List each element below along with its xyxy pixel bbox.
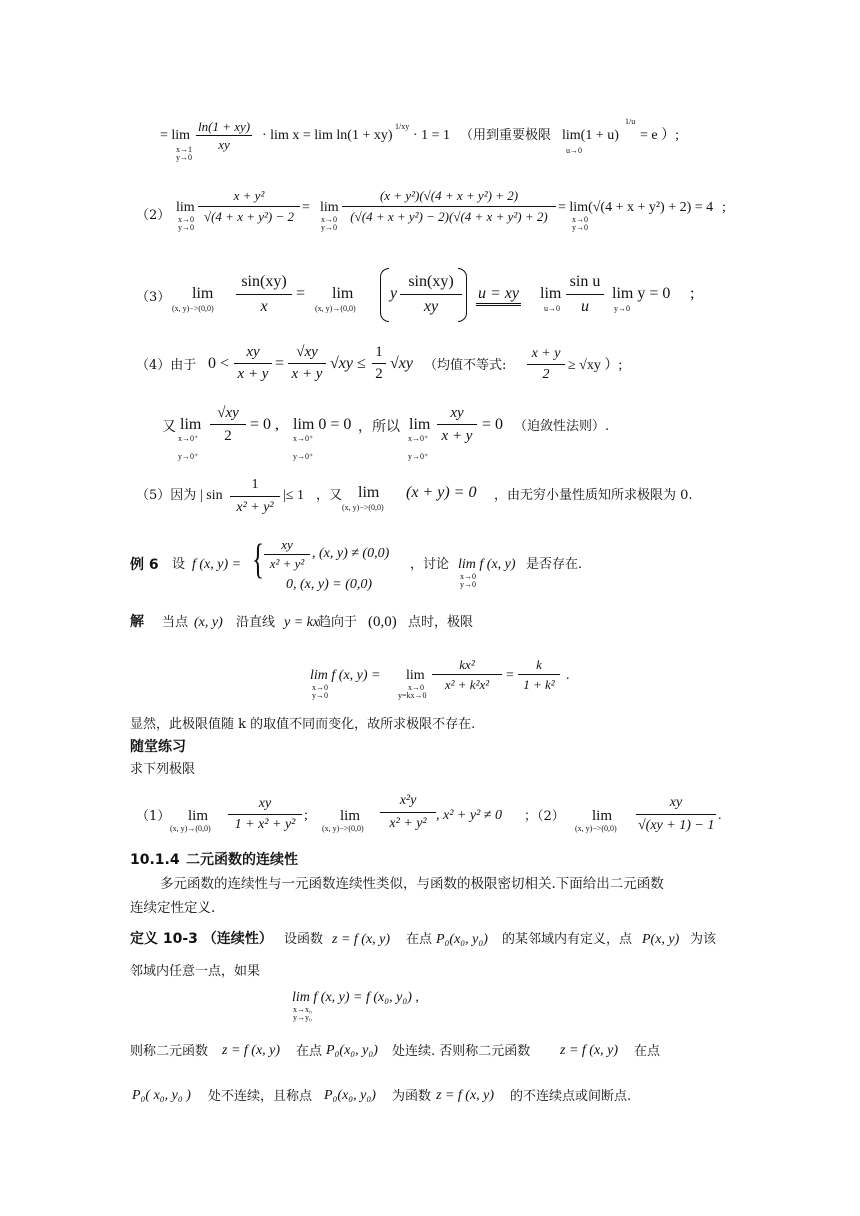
lim: lim — [358, 484, 380, 501]
sub-y0plus: y→0⁺ — [408, 452, 429, 461]
therefore: ，所以 — [358, 419, 400, 435]
condition: , x² + y² ≠ 0 — [436, 808, 502, 823]
fdef: f (x, y) = — [192, 557, 242, 572]
exists: 是否存在. — [526, 557, 583, 572]
frac-num: √xy — [288, 342, 326, 364]
frac-num: xy — [234, 342, 272, 364]
sub-y0: y→0 — [176, 153, 192, 162]
frac-num: k — [518, 655, 560, 675]
fraction — [432, 655, 502, 694]
frac-den: u — [581, 298, 589, 315]
line1-lim-start: = lim — [160, 128, 191, 143]
frac-den: 2 — [375, 366, 383, 382]
ineq-start: 0 < — [208, 355, 230, 372]
conclusion: 显然，此极限值随 k 的取值不同而变化，故所求极限不存在. — [130, 717, 476, 732]
fraction — [198, 186, 300, 227]
frac-den: 1 + x² + y² — [234, 817, 296, 832]
section-number: 10.1.4 — [130, 852, 180, 868]
sub-x0: x→0 — [312, 683, 328, 692]
example-title: 例 6 — [130, 557, 159, 573]
frac-den: xy — [423, 298, 439, 315]
sub-x0: x→0 — [178, 215, 194, 224]
lim: lim — [192, 285, 214, 302]
case2: 0, (x, y) = (0,0) — [286, 577, 373, 592]
frac-num: sin(xy) — [400, 270, 462, 295]
lim: lim — [180, 416, 202, 433]
def-line2: 邻域内任意一点，如果 — [130, 964, 261, 979]
lim-sub: y→0 — [614, 304, 630, 313]
z-func: z = f (x, y) — [222, 1043, 281, 1058]
frac-den: x² + y² — [236, 500, 274, 515]
line1-tail: · 1 = 1 — [413, 128, 451, 143]
sub-x-x0: x→x₀ — [293, 1005, 312, 1014]
disc-text: 处不连续，且称点 — [208, 1089, 313, 1104]
lim-sub: y=kx→0 — [398, 691, 427, 700]
frac-den: 1 + k² — [523, 677, 555, 692]
point-p0: P₀(x₀, y₀) — [324, 1088, 376, 1103]
frac-num: sin(xy) — [236, 270, 292, 295]
fraction — [566, 270, 604, 319]
frac-den: x² + k²x² — [444, 677, 490, 692]
frac-num: xy — [437, 402, 477, 425]
sqrt-xy: √xy — [390, 355, 413, 372]
lim-sub: (x, y)−>(0,0) — [172, 304, 214, 313]
period: . — [566, 668, 570, 683]
result: = lim(√(4 + x + y²) + 2) = 4 — [558, 200, 714, 215]
sub-x0: x→0 — [572, 215, 588, 224]
again: 又 — [162, 419, 176, 435]
semicolon: ; — [690, 285, 695, 302]
fraction — [210, 402, 246, 447]
def-limit: lim f (x, y) = f (x₀, y₀) , — [292, 990, 419, 1005]
note: （迫敛性法则）. — [514, 419, 610, 434]
item-label-3: （3） — [136, 290, 171, 305]
disc-text: 的不连续点或间断点. — [510, 1089, 632, 1104]
fraction — [342, 186, 556, 227]
fraction — [527, 344, 565, 385]
equals: = — [275, 355, 285, 372]
practice-title: 随堂练习 — [130, 739, 186, 755]
z-func: z = f (x, y) — [560, 1043, 619, 1058]
fraction — [518, 655, 560, 694]
ineq-mid: √xy ≤ — [330, 355, 366, 372]
eq-zero: = 0 — [482, 416, 504, 433]
frac-num: (x + y²)(√(4 + x + y²) + 2) — [342, 186, 556, 207]
discuss: ，讨论 — [410, 557, 450, 572]
frac-den: 2 — [224, 428, 232, 444]
sub-y0: y→0 — [321, 223, 337, 232]
sub-x0plus: x→0⁺ — [178, 434, 199, 443]
fraction — [288, 342, 326, 385]
practice-label-1: （1） — [136, 809, 171, 824]
item-label-4: （4）由于 — [136, 358, 197, 373]
y-var: y — [390, 285, 398, 302]
practice-subtitle: 求下列极限 — [130, 762, 196, 777]
cont-text: 处连续. 否则称二元函数 — [392, 1044, 531, 1059]
sub-y0: y→0 — [460, 580, 476, 589]
frac-den: x² + y² — [269, 556, 305, 571]
sub-x0plus: x→0⁺ — [293, 434, 314, 443]
frac-den: x + y — [291, 366, 323, 382]
solution-title: 解 — [130, 614, 144, 630]
period: . — [718, 808, 722, 823]
line1-note-lim: lim(1 + u) — [562, 128, 619, 143]
fraction — [400, 270, 462, 319]
z-func: z = f (x, y) — [332, 932, 391, 947]
frac-num: xy — [264, 536, 310, 555]
sub-y0plus: y→0⁺ — [178, 452, 199, 461]
item-label-5: （5）因为 — [136, 488, 197, 503]
fraction — [230, 474, 280, 519]
lim-f: lim f (x, y) — [458, 557, 516, 572]
lim-f: lim f (x, y) = — [310, 668, 381, 683]
frac-den: x² + y² — [389, 816, 427, 831]
lim-sub: (x, y)−>(0,0) — [322, 824, 364, 833]
equals: = — [506, 668, 514, 683]
lim-y: lim y = 0 — [612, 285, 671, 302]
lim-zero: lim 0 = 0 — [293, 416, 352, 433]
fraction — [234, 342, 272, 385]
frac-den: x + y — [237, 366, 269, 382]
sub-x0: x→0 — [460, 572, 476, 581]
abs-sin: | sin — [200, 488, 223, 503]
point-p0: P₀( x₀, y₀ ) — [132, 1088, 191, 1103]
lim: lim — [540, 285, 562, 302]
sum-expr: (x + y) = 0 — [406, 484, 477, 501]
frac-num: x + y — [527, 344, 565, 365]
item-label-2: （2） — [136, 208, 171, 223]
frac-den: 2 — [542, 367, 550, 382]
solution-text: 沿直线 — [236, 615, 276, 630]
frac-den: √(4 + x + y²) − 2 — [203, 209, 295, 224]
paragraph: 多元函数的连续性与一元函数连续性类似，与函数的极限密切相关.下面给出二元函数 — [160, 876, 664, 892]
frac-num: ln(1 + xy) — [198, 119, 251, 134]
paragraph: 连续定性定义. — [130, 900, 216, 916]
frac-num: 1 — [372, 342, 386, 364]
lim-sub: (x, y)−>(0,0) — [342, 503, 384, 512]
point-p0: P₀(x₀, y₀) — [436, 932, 488, 947]
solution-text: 当点 — [162, 615, 189, 630]
sub-x0: x→0 — [408, 683, 424, 692]
frac-num: x²y — [380, 790, 436, 813]
sub-y0plus: y→0⁺ — [293, 452, 314, 461]
section-title: 二元函数的连续性 — [186, 852, 298, 868]
cont-text: 在点 — [634, 1044, 661, 1059]
also: ，又 — [316, 488, 343, 503]
fraction — [437, 402, 477, 447]
brace-icon: { — [252, 537, 265, 583]
fraction — [372, 342, 386, 385]
frac-num: xy — [228, 794, 302, 815]
le-one: |≤ 1 — [283, 488, 304, 503]
sub-y0: y→0 — [572, 223, 588, 232]
lim: lim — [320, 200, 339, 215]
frac-den: (√(4 + x + y²) − 2)(√(4 + x + y²) + 2) — [350, 209, 548, 224]
semicolon: ; — [722, 200, 726, 215]
note: （均值不等式: — [424, 358, 507, 373]
point-p: P(x, y) — [642, 932, 680, 947]
frac-num: kx² — [432, 655, 502, 675]
fraction — [228, 794, 302, 835]
case1-cond: , (x, y) ≠ (0,0) — [312, 546, 390, 561]
def-text: 为该 — [690, 932, 717, 947]
tail: ，由无穷小量性质知所求极限为 0. — [494, 488, 693, 503]
z-func: z = f (x, y) — [436, 1088, 495, 1103]
lim: lim — [332, 285, 354, 302]
frac-num: 1 — [230, 474, 280, 497]
sub-y0: y→0 — [178, 223, 194, 232]
lim: lim — [592, 808, 613, 824]
fraction — [196, 118, 252, 153]
sub-x0: x→0 — [321, 215, 337, 224]
frac-den: x — [260, 298, 268, 315]
sub-x1: x→1 — [176, 145, 192, 154]
lim: lim — [188, 808, 209, 824]
definition-title: 定义 10-3 （连续性） — [130, 931, 273, 947]
substitution: u = xy — [476, 285, 521, 306]
lim: lim — [409, 416, 431, 433]
semicolon: ; — [304, 808, 308, 823]
paren-left — [380, 268, 389, 322]
lim: lim — [340, 808, 361, 824]
lim-sub: (x, y)→(0,0) — [170, 824, 211, 833]
eq-zero: = 0 , — [250, 416, 280, 433]
equals: = — [302, 200, 310, 215]
lim-sub: (x, y)→(0,0) — [315, 304, 356, 313]
frac-den: xy — [218, 137, 230, 152]
fraction — [264, 536, 310, 573]
practice-label-2: ；（2） — [524, 809, 565, 824]
cont-text: 在点 — [296, 1044, 323, 1059]
cont-text: 则称二元函数 — [130, 1044, 209, 1059]
lim-sub: u→0 — [544, 304, 560, 313]
line1-note: （用到重要极限 — [460, 128, 552, 143]
example-text: 设 — [172, 557, 186, 572]
disc-text: 为函数 — [392, 1089, 432, 1104]
frac-den: √(xy + 1) − 1 — [638, 818, 715, 833]
paren-right — [458, 268, 467, 322]
fraction — [236, 270, 292, 319]
sub-y0: y→0 — [312, 691, 328, 700]
lim-sub: (x, y)−>(0,0) — [575, 824, 617, 833]
frac-num: xy — [636, 792, 716, 815]
line1-note-exp: 1/u — [625, 117, 636, 126]
line-eq: y = kx — [284, 615, 320, 630]
line1-note-end: = e ）; — [640, 128, 679, 143]
origin: (0,0) — [368, 614, 397, 630]
frac-num: sin u — [566, 270, 604, 295]
solution-text: 趋向于 — [318, 615, 358, 630]
lim: lim — [406, 668, 425, 683]
lim: lim — [176, 200, 195, 215]
sub-x0plus: x→0⁺ — [408, 434, 429, 443]
sub-y-y0: y→y₀ — [293, 1013, 312, 1022]
equals: = — [296, 285, 306, 302]
frac-num: √xy — [210, 402, 246, 425]
line1-mid: · lim x = lim ln(1 + xy) — [262, 128, 393, 143]
fraction — [636, 792, 716, 837]
fraction — [380, 790, 436, 835]
point-p0: P₀(x₀, y₀) — [326, 1043, 378, 1058]
def-text: 在点 — [406, 932, 433, 947]
def-text: 设函数 — [284, 932, 324, 947]
frac-den: x + y — [441, 428, 473, 444]
note-end: ≥ √xy ）; — [568, 358, 623, 373]
frac-num: x + y² — [198, 186, 300, 207]
point: (x, y) — [194, 615, 223, 630]
solution-text: 点时，极限 — [408, 615, 474, 630]
line1-exp: 1/xy — [395, 122, 410, 131]
sub-u0: u→0 — [566, 146, 582, 155]
def-text: 的某邻域内有定义，点 — [502, 932, 633, 947]
